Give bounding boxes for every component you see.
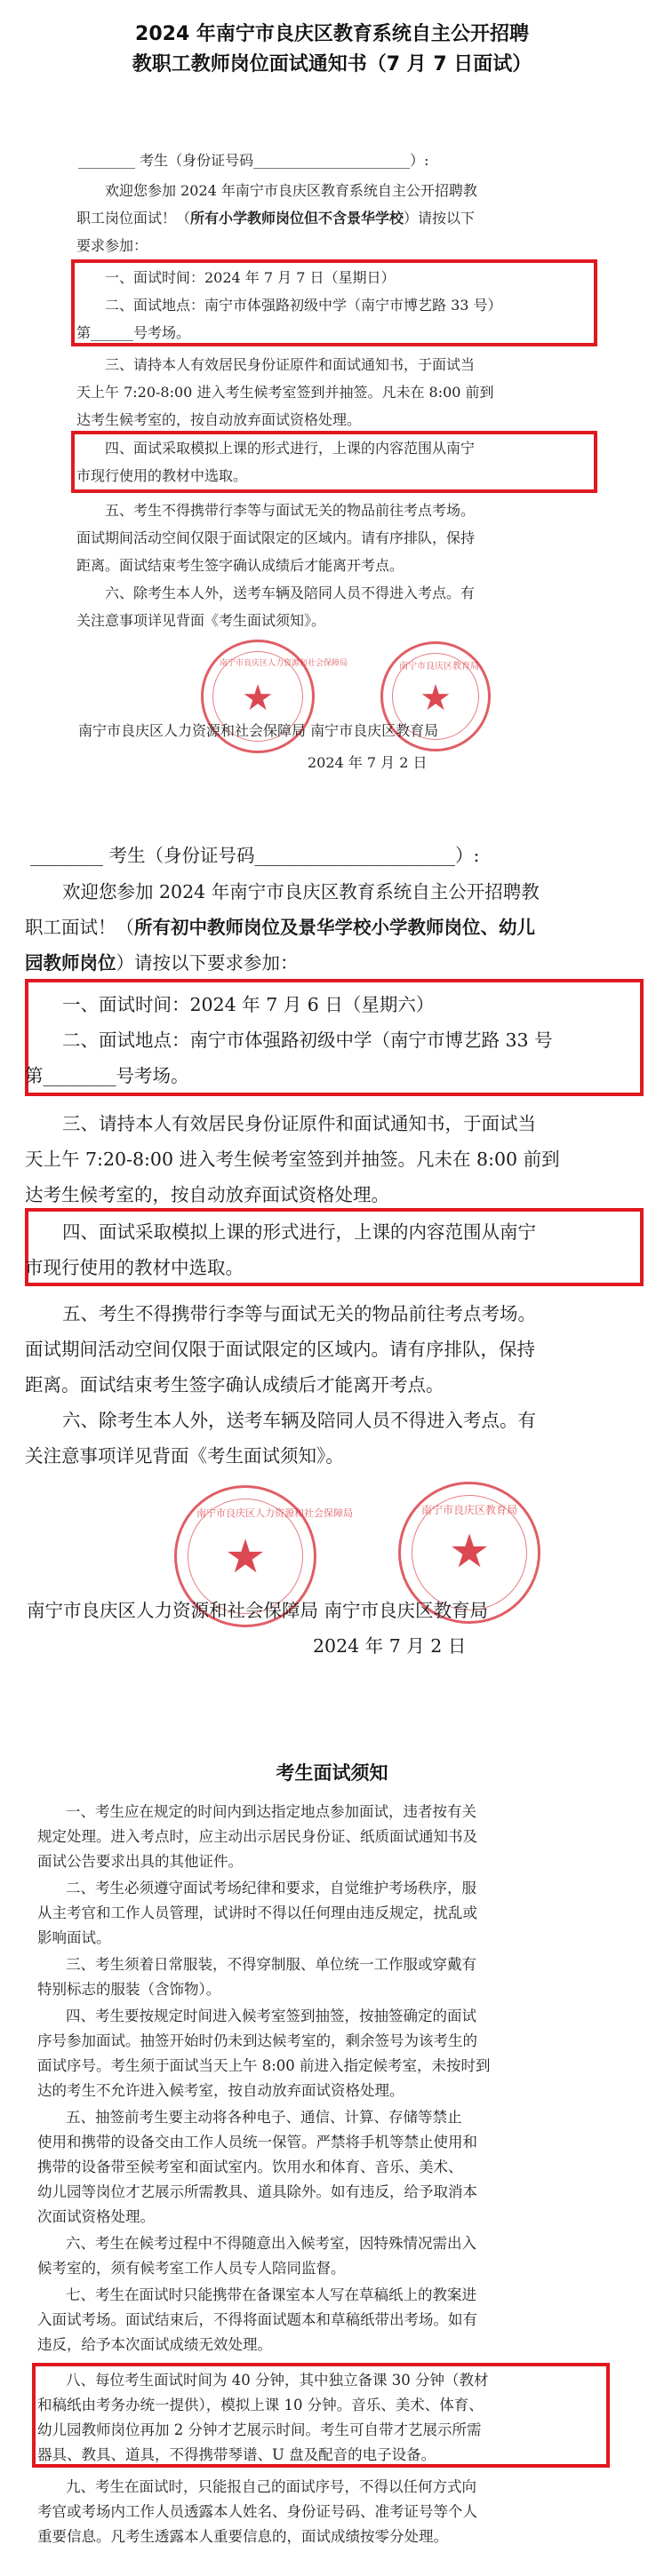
guide-line: 达的考生不允许进入候考室，按自动放弃面试资格处理。 xyxy=(37,2082,404,2099)
notice-2-intro-1: 欢迎您参加 2024 年南宁市良庆区教育系统自主公开招聘教 xyxy=(62,881,540,902)
notice-2-signature: 南宁市良庆区人力资源和社会保障局 南宁市良庆区教育局 xyxy=(27,1600,489,1621)
seal-star-icon: ★ xyxy=(448,1525,491,1578)
guide-line: 携带的设备带至候考室和面试室内。饮用水和体育、音乐、美术、 xyxy=(37,2159,463,2175)
guide-line: 考官或考场内工作人员透露本人姓名、身份证号码、准考证号等个人 xyxy=(37,2503,477,2520)
exam-guide xyxy=(0,1714,664,2576)
notice-2-edu-seal: 南宁市良庆区教育局 ★ xyxy=(398,1482,540,1624)
notice-2-intro-2: 职工面试！（所有初中教师岗位及景华学校小学教师岗位、幼儿 xyxy=(25,917,535,938)
notice-1-edu-seal: 南宁市良庆区教育局 ★ xyxy=(380,641,491,751)
notice-1-hr-seal: 南宁市良庆区人力资源和社会保障局 ★ xyxy=(201,640,315,753)
notice-2-item-4a: 四、面试采取模拟上课的形式进行，上课的内容范围从南宁 xyxy=(62,1221,536,1243)
guide-line: 重要信息。凡考生透露本人重要信息的，面试成绩按零分处理。 xyxy=(37,2528,448,2545)
guide-line: 次面试资格处理。 xyxy=(37,2208,155,2225)
notice-2 xyxy=(0,826,664,1714)
guide-line: 九、考生在面试时，只能报自己的面试序号，不得以任何方式向 xyxy=(66,2478,476,2495)
notice-1-item-6a: 六、除考生本人外，送考车辆及陪同人员不得进入考点。有 xyxy=(105,584,476,601)
seal-star-icon: ★ xyxy=(242,678,274,719)
notice-2-item-4b: 市现行使用的教材中选取。 xyxy=(25,1257,244,1278)
guide-line: 序号参加面试。抽签开始时仍未到达候考室的，剩余签号为该考生的 xyxy=(37,2032,477,2049)
notice-2-scope: 所有初中教师岗位及景华学校小学教师岗位、幼儿 xyxy=(134,917,535,938)
guide-line: 一、考生应在规定的时间内到达指定地点参加面试，违者按有关 xyxy=(66,1803,476,1820)
guide-line: 违反，给予本次面试成绩无效处理。 xyxy=(37,2336,272,2353)
notice-2-addressee: ________ 考生（身份证号码______________________）: xyxy=(30,845,480,866)
notice-1-signature: 南宁市良庆区人力资源和社会保障局 南宁市良庆区教育局 xyxy=(78,722,439,739)
notice-2-item-6b: 关注意事项详见背面《考生面试须知》。 xyxy=(25,1445,344,1467)
notice-1-item-5a: 五、考生不得携带行李等与面试无关的物品前往考点考场。 xyxy=(105,502,476,519)
guide-line: 幼儿园等岗位才艺展示所需教具、道具除外。如有违反，给予取消本 xyxy=(37,2183,477,2200)
guide-line: 面试公告要求出具的其他证件。 xyxy=(37,1853,243,1870)
guide-line: 特别标志的服装（含饰物）。 xyxy=(37,1981,221,1998)
notice-2-date: 2024 年 7 月 2 日 xyxy=(313,1635,467,1657)
notice-1-addressee: ________ 考生（身份证号码______________________）: xyxy=(78,152,429,169)
guide-line: 三、考生须着日常服装，不得穿制服、单位统一工作服或穿戴有 xyxy=(66,1956,476,1973)
notice-2-hr-seal: 南宁市良庆区人力资源和社会保障局 ★ xyxy=(174,1485,316,1627)
notice-2-item-5b: 面试期间活动空间仅限于面试限定的区域内。请有序排队，保持 xyxy=(25,1339,535,1360)
notice-2-item-2-room: 第________号考场。 xyxy=(25,1065,189,1086)
notice-1-item-3b: 天上午 7:20-8:00 进入考生候考室签到并抽签。凡未在 8:00 前到 xyxy=(76,384,494,401)
notice-1-item-2-room: 第______号考场。 xyxy=(76,324,191,341)
notice-2-item-3c: 达考生候考室的，按自动放弃面试资格处理。 xyxy=(25,1184,389,1205)
notice-1-item-5b: 面试期间活动空间仅限于面试限定的区域内。请有序排队，保持 xyxy=(76,529,476,546)
guide-line: 五、抽签前考生要主动将各种电子、通信、计算、存储等禁止 xyxy=(66,2109,462,2126)
guide-line: 四、考生要按规定时间进入候考室签到抽签，按抽签确定的面试 xyxy=(66,2008,476,2024)
notice-1-intro-3: 要求参加： xyxy=(76,237,148,254)
notice-1-item-5c: 距离。面试结束考生签字确认成绩后才能离开考点。 xyxy=(76,557,404,574)
guide-line: 面试序号。考生须于面试当天上午 8:00 前进入指定候考室，未按时到 xyxy=(37,2057,491,2074)
notice-2-item-1: 一、面试时间：2024 年 7 月 6 日（星期六） xyxy=(62,994,435,1015)
guide-line: 从主考官和工作人员管理，试讲时不得以任何理由违反规定，扰乱或 xyxy=(37,1904,477,1921)
notice-1-intro-1: 欢迎您参加 2024 年南宁市良庆区教育系统自主公开招聘教 xyxy=(105,182,477,199)
guide-line: 二、考生必须遵守面试考场纪律和要求，自觉维护考场秩序，服 xyxy=(66,1880,476,1896)
notice-1-title-line-2: 教职工教师岗位面试通知书（7 月 7 日面试） xyxy=(132,53,532,76)
guide-title: 考生面试须知 xyxy=(276,1762,388,1784)
notice-1-title xyxy=(0,20,664,80)
guide-line: 八、每位考生面试时间为 40 分钟，其中独立备课 30 分钟（教材 xyxy=(66,2372,489,2389)
notice-1-item-3a: 三、请持本人有效居民身份证原件和面试通知书，于面试当 xyxy=(105,356,476,373)
notice-1-intro-2: 职工岗位面试！（所有小学教师岗位但不含景华学校）请按以下 xyxy=(76,210,476,227)
guide-line: 候考室的，须有候考室工作人员专人陪同监督。 xyxy=(37,2260,346,2277)
notice-1-item-2: 二、面试地点：南宁市体强路初级中学（南宁市博艺路 33 号） xyxy=(105,297,502,314)
notice-2-item-5c: 距离。面试结束考生签字确认成绩后才能离开考点。 xyxy=(25,1374,444,1395)
notice-2-item-3a: 三、请持本人有效居民身份证原件和面试通知书，于面试当 xyxy=(62,1113,536,1134)
guide-line: 器具、教具、道具，不得携带琴谱、U 盘及配音的电子设备。 xyxy=(37,2446,436,2463)
guide-line: 六、考生在候考过程中不得随意出入候考室，因特殊情况需出入 xyxy=(66,2235,476,2252)
guide-line: 使用和携带的设备交由工作人员统一保管。严禁将手机等禁止使用和 xyxy=(37,2134,477,2151)
guide-line: 影响面试。 xyxy=(37,1929,111,1946)
notice-2-item-5a: 五、考生不得携带行李等与面试无关的物品前往考点考场。 xyxy=(62,1303,536,1324)
guide-line: 和稿纸由考务办统一提供），模拟上课 10 分钟。音乐、美术、体育、 xyxy=(37,2397,484,2413)
notice-2-intro-3: 园教师岗位）请按以下要求参加： xyxy=(25,952,299,974)
guide-line: 七、考生在面试时只能携带在备课室本人写在草稿纸上的教案进 xyxy=(66,2286,476,2303)
notice-2-item-2: 二、面试地点：南宁市体强路初级中学（南宁市博艺路 33 号 xyxy=(62,1030,553,1051)
notice-1-title-line-1: 2024 年南宁市良庆区教育系统自主公开招聘 xyxy=(135,23,529,45)
notice-1 xyxy=(0,0,664,826)
notice-1-item-6b: 关注意事项详见背面《考生面试须知》。 xyxy=(76,612,326,629)
seal-star-icon: ★ xyxy=(224,1530,267,1584)
notice-2-item-3b: 天上午 7:20-8:00 进入考生候考室签到并抽签。凡未在 8:00 前到 xyxy=(25,1149,560,1170)
guide-line: 入面试考场。面试结束后，不得将面试题本和草稿纸带出考场。如有 xyxy=(37,2311,477,2328)
notice-1-item-4a: 四、面试采取模拟上课的形式进行，上课的内容范围从南宁 xyxy=(105,440,476,457)
notice-2-item-6a: 六、除考生本人外，送考车辆及陪同人员不得进入考点。有 xyxy=(62,1410,536,1431)
notice-1-item-3c: 达考生候考室的，按自动放弃面试资格处理。 xyxy=(76,411,362,428)
notice-1-scope: 所有小学教师岗位但不含景华学校 xyxy=(190,210,404,227)
guide-line: 规定处理。进入考点时，应主动出示居民身份证、纸质面试通知书及 xyxy=(37,1828,477,1845)
notice-1-item-4b: 市现行使用的教材中选取。 xyxy=(76,467,248,484)
seal-star-icon: ★ xyxy=(420,678,452,719)
notice-1-item-1: 一、面试时间：2024 年 7 月 7 日（星期日） xyxy=(105,269,396,286)
notice-1-date: 2024 年 7 月 2 日 xyxy=(308,754,428,771)
guide-line: 幼儿园教师岗位再加 2 分钟才艺展示时间。考生可自带才艺展示所需 xyxy=(37,2421,482,2438)
